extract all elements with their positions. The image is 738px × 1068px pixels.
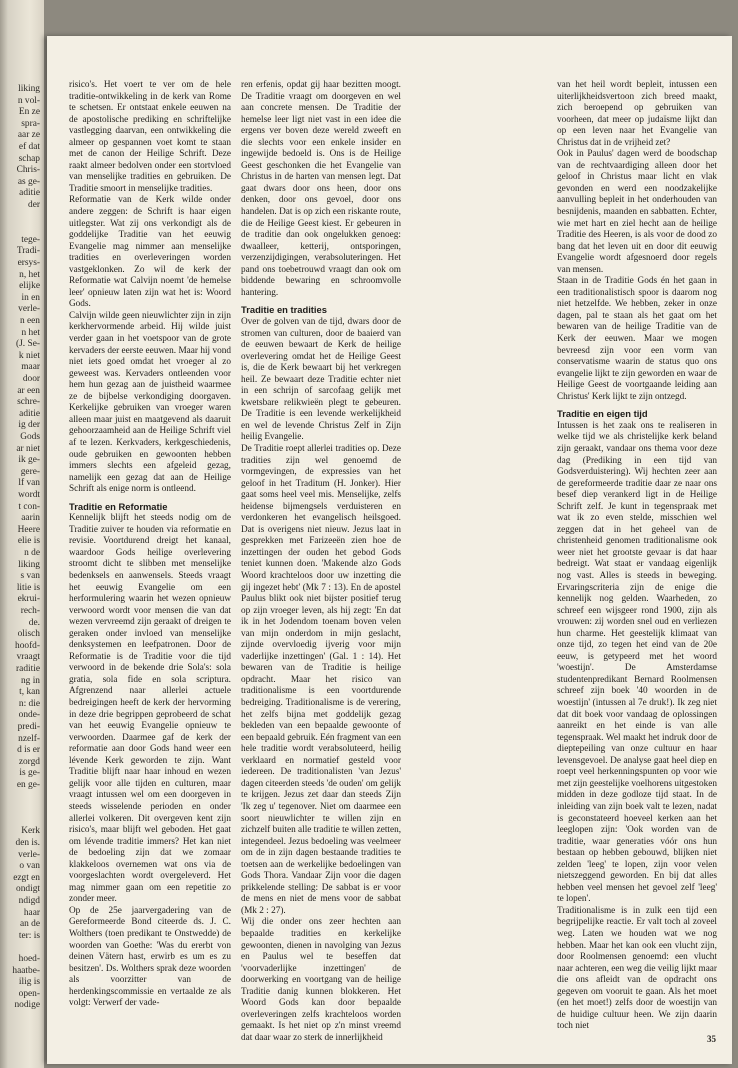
- left-page-fragment: ersys-: [17, 258, 40, 268]
- left-page-fragment: litie is: [16, 582, 40, 593]
- left-page-fragment: liking: [18, 84, 40, 94]
- left-page-fragment: tege-: [21, 234, 40, 245]
- left-page-fragment: elie is: [17, 536, 40, 547]
- left-page-fragment: hoed-: [18, 954, 40, 964]
- left-page-fragment: t, kan: [19, 687, 40, 698]
- left-page-fragment: (J. Se-: [16, 339, 40, 350]
- left-page-fragment: Chris-: [16, 165, 40, 176]
- left-page-fragment: aditie: [19, 188, 40, 199]
- section-heading: Traditie en Reformatie: [69, 500, 168, 512]
- left-page-fragment: gere-: [20, 466, 40, 477]
- left-page-fragment: ar niet: [16, 443, 40, 454]
- left-page-fragment: verle-: [18, 849, 40, 860]
- paragraph: ren erfenis, opdat gij haar bezitten moogt. De Traditie vraagt om doorgeven en wel aan concrete mensen. De Traditie der hemelse leer ligt niet vast in een idee die ergens ver boven deze wereld zweeft en die slechts voor een enkele insider en ingewijde bedoeld is. Ons is de Heilige Geest geschonken die het Evangelie van Christus in de harten van mensen legt. Dat gaat dwars door ons heen, door ons denken, door ons gevoel, door ons handelen. Dat is op zich een riskante route, die de Heilige Geest kiest. Er gebeuren in de traditie dan ook ongelukken genoeg: dwaalleer, ketterij, ontsporingen, verzenzijdigingen, verabsoluteringen. Het pand ons toebetrouwd vraagt dan ook om biddende bewaring en schroomvolle hantering.: [241, 80, 401, 298]
- left-page-fragment: olisch: [17, 629, 40, 640]
- paragraph: Kennelijk blijft het steeds nodig om de Traditie zuiver te houden via reformatie en revisie. Voortdurend dreigt het kanaal, waardoor Gods heilige overlevering stroomt dicht te slibben met menselijke bedenksels en aanwensels. Steeds vraagt het eeuwig Evangelie om een herformulering waarin het wezen opnieuw verwoord wordt voor mensen die van dat wezen vervreemd zijn geraakt of dreigen te geraken onder invloed van menselijke denksystemen en leefpatronen. Door de Reformatie is de Traditie voor die tijd verwoord in de bekende drie Sola's: sola gratia, sola fide en sola scriptura. Afgrenzend naar allerlei actuele bedreigingen heeft de kerk der hervorming in deze drie begrippen geprobeerd de schat van het eeuwig Evangelie opnieuw te verwoorden. Daarmee gaf de kerk der reformatie aan door Gods hand weer een lévende Kerk geworden te zijn. Want Traditie blijft naar haar inhoud en wezen gelijk voor alle tijden en culturen, maar vraagt intussen wel om een doorgeven in steeds wisselende perioden en onder allerlei volkeren. Dit overgeven kent zijn risico's, maar blijft wel geboden. Het gaat om lévende traditie immers? Het kan niet de bedoeling zijn dat we zomaar klakkeloos overnemen wat ons via de voorgeslachten wordt overgeleverd. Het mag nimmer gaan om een repetitie zo zonder meer.: [69, 513, 231, 905]
- paragraph: Staan in de Traditie Gods én het gaan in een traditionalistisch spoor is daarom nog niet hetzelfde. We hebben, zeker in onze dagen, pal te staan als het gaat om het bewaren van de heilige Traditie van de Kerk der eeuwen. Maar we mogen bevreesd zijn voor een vorm van conservatisme waarin de status quo ons evangelie lijkt te zijn geworden en waar de Heilige Geest de voortgaande leiding aan Christus' Kerk lijkt te zijn ontzegd.: [557, 276, 717, 402]
- left-page-fragment: ter: is: [18, 930, 40, 941]
- left-page-fragment: aarin: [21, 513, 40, 524]
- left-page-fragment: n de: [24, 548, 40, 558]
- left-page-fragment: s van: [20, 571, 40, 582]
- left-page-fragment: raditie: [16, 664, 40, 674]
- left-page-fragment: liking: [18, 559, 40, 570]
- page-number: 35: [707, 1034, 716, 1044]
- left-page-fragment: predi-: [17, 722, 40, 732]
- left-page-fragment: hoofd-: [15, 640, 40, 651]
- text-column-1: [69, 80, 231, 1020]
- left-page-edge: [0, 0, 44, 1068]
- left-page-fragment: der: [28, 200, 40, 210]
- paragraph: Calvijn wilde geen nieuwlichter zijn in zijn kerkhervormende arbeid. Hij wilde juist verder gaan in het voetspoor van de grote kervaders der eerste eeuwen. Maar hij vond niet iets goed omdat het vroeger al zo geweest was. Kervaders ontleenden voor hem hun gezag aan de juistheid waarmee ze de bijbelse verkondiging doorgaven. Kerkelijke gebruiken van vroeger waren alleen maar juist en maatgevend als daaruit gehoorzaamheid aan de Heilige Schrift viel af te lezen. Kerkvaders, kerkgeschiedenis, oude gebruiken en gewoonten hebben immers slechts een afgeleid gezag, namelijk een gezag dat aan de Heilige Schrift als enige norm is ontleend.: [69, 310, 231, 495]
- paragraph: De Traditie roept allerlei tradities op. Deze tradities zijn wel genoemd de vormgevingen, de expressies van het geloof in het Traditum (H. Jonker). Hier gaat soms heel veel mis. Menselijke, zelfs heidense bijmengsels verduisteren en verdonkeren het evangelisch heilsgoed. Dat is overigens niet nieuw. Jezus laat in gesprekken met Farizeeën zien hoe de inzettingen der ouden het gebod Gods teniet kunnen doen. 'Makende alzo Gods Woord krachteloos door uw inzetting die gij ingezet hebt' (Mk 7 : 13). En de apostel Paulus blikt ook niet bijster positief terug op zijn vroeger leven, als hij zegt: 'En dat ik in het Jodendom toenam boven velen van mijn onderdom in mijn geslacht, zijnde overvloedig ijverig voor mijn vaderlijke inzettingen' (Gal. 1 : 14). Het bewaren van de Traditie is heilige opdracht. Maar het risico van traditionalisme is een voortdurende bedreiging. Traditionalisme is de verering, het zelfs bijna met goddelijk gezag bekleden van een bepaalde gewoonte of een bepaald gebruik. Eén fragment van een hele traditie wordt verabsoluteerd, heilig verklaard en normatief gesteld voor iedereen. De traditionalisten 'van Jezus' dagen citeerden steeds 'de ouden' om gelijk te krijgen. Jezus zet daar dan steeds Zijn 'Ik zeg u' tegenover. Niet om daarmee een soort nieuwlichter te willen zijn en zichzelf buiten alle traditie te willen zetten, integendeel. Jezus bedoeling was veelmeer om de in zijn dagen bestaande tradities te toetsen aan de werkelijke bedoelingen van Gods Thora. Vandaar Zijn voor die dagen prikkelende stelling: De sabbat is er voor de mens en niet de mens voor de sabbat (Mk 2 : 27).: [241, 444, 402, 916]
- left-page-fragment: door: [22, 374, 40, 384]
- left-page-fragment: ng in: [20, 675, 40, 686]
- left-page-fragment: de.: [28, 617, 40, 628]
- left-page-fragment: ik ge-: [18, 455, 40, 466]
- left-page-fragment: aditie: [19, 408, 40, 419]
- left-page-fragment: haatbe-: [12, 965, 40, 976]
- left-page-fragment: onde-: [18, 710, 40, 721]
- left-page-fragment: ig der: [18, 420, 40, 431]
- section-heading: Traditie en eigen tijd: [557, 408, 648, 420]
- left-page-fragment: nodige: [14, 1000, 40, 1011]
- left-page-fragment: Heere: [17, 524, 40, 535]
- left-page-fragment: wordt: [18, 490, 40, 500]
- left-page-fragment: rech-: [20, 606, 40, 616]
- left-page-fragment: n een: [19, 316, 40, 326]
- text-column-3: [557, 80, 717, 1032]
- left-page-fragment: d is er: [17, 745, 40, 756]
- left-page-fragment: elijke: [19, 281, 40, 292]
- left-page-fragment: Tradi-: [16, 246, 40, 257]
- paragraph: Ook in Paulus' dagen werd de boodschap van de rechtvaardiging alleen door het geloof in Christus maar licht en vlak gevonden en werd een noodzakelijke aanvulling bepleit in het onderhouden van besnijdenis, maanden en sabbatten. Echter, wie met hart en ziel hecht aan de heilige Traditie des Heeren, is als voor de dood zo bang dat het leven uit en door dit eeuwig Evangelie wordt afgesnoerd door regels van mensen.: [557, 149, 717, 275]
- left-page-fragment: schap: [18, 153, 40, 164]
- left-page-fragment: ar een: [17, 385, 40, 396]
- left-page-fragment: n: die: [18, 698, 40, 709]
- paragraph: Traditionalisme is in zulk een tijd een begrijpelijke reactie. Er valt toch al zoveel weg. Laten we houden wat we nog hebben. Maar het kan ook een vlucht zijn, door Roolmensen genoemd: een vlucht naar achteren, een weg die veilig lijkt maar die ons afleidt van de opdracht ons gegeven om vooruit te gaan. Als het moet (en het moet!) zelfs door de woestijn van de huidige cultuur heen. We zijn daarin toch niet: [557, 905, 717, 1032]
- left-page-fragment: n vol-: [17, 95, 40, 106]
- left-page-fragment: en ge-: [16, 780, 40, 790]
- left-page-fragment: ndigd: [18, 896, 40, 906]
- left-page-fragment: aar ze: [17, 130, 40, 141]
- left-page-fragment: n het: [21, 327, 40, 338]
- left-page-fragment: o van: [19, 861, 40, 872]
- section-heading: Traditie en tradities: [241, 304, 327, 316]
- left-page-fragment: k niet: [18, 350, 40, 361]
- left-page-fragment: schre-: [17, 397, 40, 408]
- left-page-fragment: an de: [19, 919, 40, 930]
- left-page-fragment: lf van: [18, 478, 40, 489]
- left-page-fragment: as ge-: [17, 176, 40, 187]
- left-page-fragment: Kerk: [21, 826, 40, 837]
- paragraph: Intussen is het zaak ons te realiseren in welke tijd we als christelijke kerk beland zijn geraakt, vandaar ons thema voor deze dag (Prediking in een tijd van Godsverduistering). Wij hechten zeer aan de gereformeerde traditie daar ze naar ons besef diep verankerd ligt in de Heilige Schrift zelf. Je kunt in tegenspraak met wat ik zo even stelde, misschien wel zeggen dat in het geheel van de christenheid genomen traditionalisme ook weer niet het grootste gevaar is dat haar bedreigt. Wat staat er vandaag eigenlijk nog vast. Alles is steeds in beweging. Ervaringscriteria zijn de enige die kennelijk nog gelden. Waarheden, zo schreef een wijsgeer rond 1900, zijn als vrouwen: zij worden snel oud en verliezen hun charme. Het geestelijk klimaat van onze tijd, zo tegen het eind van de 20e eeuw, is getypeerd met het woord 'woestijn'. De Amsterdamse studentenpredikant Bernard Roolmensen schreef zijn boek '40 woorden in de woestijn' (intussen al 7e druk!). Ik zeg niet dat dit boek voor vandaag de oplossingen aanreikt en het einde is van alle tegenspraak. Wel maakt het indruk door de dieptepeiling van onze cultuur en haar levensgevoel. De analyse gaat heel diep en roept veel herkenningspunten op voor wie met zijn geestelijke voelhorens uitgestoken midden in deze godloze tijd staat. In de inleiding van zijn boek valt te lezen, nadat is geconstateerd hoeveel kerken aan het leeglopen zijn: 'Ook worden van de traditie, waar generaties vóór ons hun bestaan op hebben gebouwd, blijken niet zelden 'leeg' te lopen, zijn voor velen nietszeggend geworden. En bij dat alles hebben veel mensen het gevoel zelf 'leeg' te lopen'.: [557, 420, 717, 905]
- paragraph: van het heil wordt bepleit, intussen een uiterlijkheidsvertoon zich breed maakt, zich beroepend op gebruiken van voorheen, dat meer op judaïsme lijkt dan op een leven naar het Evangelie van Christus dat in de vrijheid zet?: [557, 80, 717, 148]
- paragraph: Op de 25e jaarvergadering van de Gereformeerde Bond citeerde ds. J. C. Wolthers (toen predikant te Onstwedde) de woorden van Goethe: 'Was du ererbt von deinen Vätern hast, erwirb es um es zu besitzen'. Ds. Wolthers sprak deze woorden als voorzitter van de herdenkingscommissie en vertaalde ze als volgt: Verwerf der vade-: [69, 905, 231, 1009]
- left-page-fragment: En ze: [18, 107, 40, 118]
- left-page-fragment: n, het: [19, 269, 40, 280]
- left-page-fragment: nzelf-: [18, 733, 40, 744]
- left-page-fragment: is ge-: [19, 768, 40, 779]
- paragraph: risico's. Het voert te ver om de hele traditie-ontwikkeling in de kerk van Rome te schetsen. Er ontstaat enkele eeuwen na de apostolische prediking en schriftelijke vastlegging daarvan, een ontwikkeling die almeer op gespannen voet komt te staan met de canon der Heilige Schrift. Deze raakt almeer bedolven onder een stortvloed van menselijke tradities en gebruiken. De Traditie smoort in menselijke tradities.: [69, 80, 231, 194]
- left-page-fragment: t con-: [18, 501, 40, 512]
- left-page-fragment: haar: [23, 907, 40, 918]
- left-page-fragment: spra-: [21, 118, 40, 129]
- left-page-fragment: den is.: [15, 838, 40, 848]
- left-page-fragment: open-: [18, 988, 40, 999]
- text-column-2: [241, 80, 402, 1043]
- paragraph: Over de golven van de tijd, dwars door de stromen van culturen, door de baaierd van de eeuwen bewaart de Kerk de heilige overlevering omdat het de Heilige Geest is, die de Kerk bewaart bij het verkregen heil. Ze bewaart deze Traditie echter niet in een schrijn of sarcofaag gelijk met kwetsbare relikwieën plegt te gebeuren. De Traditie is een levende werkelijkheid en wel de levende Christus Zelf in Zijn heilig Evangelie.: [241, 316, 401, 443]
- left-page-fragment: ezgt en: [13, 872, 40, 883]
- paragraph: Reformatie van de Kerk wilde onder andere zeggen: de Schrift is haar eigen uitlegster. Wat zij ons verkondigt als de goddelijke Traditie van het eeuwig Evangelie mag nimmer aan menselijke tradities en overleveringen worden vastgeklonken. Zo wil de kerk der Reformatie wat Calvijn noemt 'de hemelse leer' opnieuw laten zijn wat het is: Woord Gods.: [69, 195, 231, 310]
- left-page-fragment: ondigt: [16, 884, 40, 895]
- left-page-fragment: maar: [21, 362, 40, 373]
- left-page-fragment: ilig is: [18, 977, 40, 988]
- left-page-fragment: zorgd: [18, 756, 40, 767]
- left-page-fragment: ef dat: [18, 142, 40, 152]
- left-page-fragment: ekrui-: [17, 594, 40, 605]
- left-page-fragment: in en: [21, 292, 40, 303]
- left-page-fragment: verle-: [18, 304, 40, 315]
- left-page-fragment: Gods: [20, 432, 40, 442]
- left-page-fragment: vraagt: [16, 652, 40, 663]
- paragraph: Wij die onder ons zeer hechten aan bepaalde tradities en kerkelijke gewoonten, dienen in navolging van Jezus en Paulus wel te beseffen dat 'voorvaderlijke inzettingen' de doorwerking en voortgang van de heilige Traditie danig kunnen blokkeren. Het Woord Gods kan door bepaalde overleveringen zelfs krachteloos worden gemaakt. Is het niet op z'n minst vreemd dat daar waar zo sterk de innerlijkheid: [241, 917, 401, 1043]
- document-page: [47, 36, 732, 1064]
